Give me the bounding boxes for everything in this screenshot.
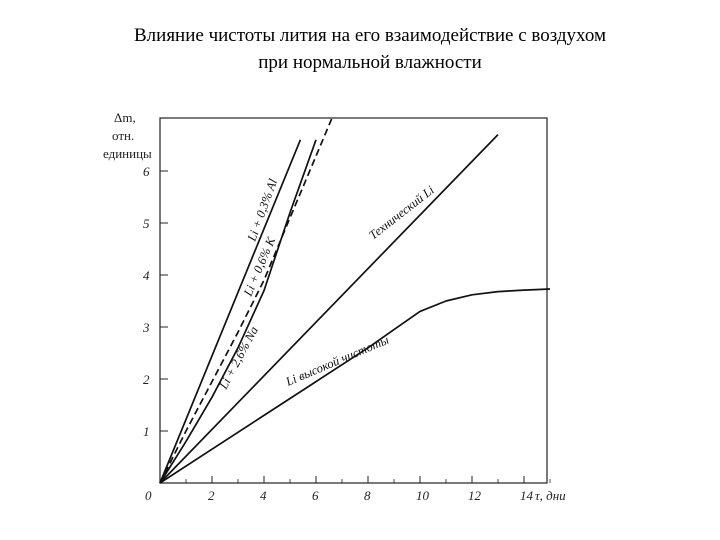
x-ticks: [145, 476, 550, 503]
x-axis-label: τ, дни: [535, 488, 566, 503]
title-line-2: при нормальной влажности: [258, 52, 482, 73]
x-tick-label: 4: [260, 488, 267, 503]
series-group: [160, 119, 550, 483]
x-tick-label: 0: [145, 488, 152, 503]
y-tick-label: 2: [143, 372, 150, 387]
y-axis-label-line-1: Δm,: [114, 110, 136, 125]
title-line-1: Влияние чистоты лития на его взаимодействие с воздухом: [134, 25, 606, 46]
y-axis-label-line-3: единицы: [103, 146, 152, 161]
x-tick-label: 8: [364, 488, 371, 503]
series-line-1: [160, 140, 300, 483]
x-tick-label: 6: [312, 488, 319, 503]
series-line-3: [160, 119, 332, 483]
series-line-4: [160, 135, 498, 483]
y-tick-label: 1: [143, 424, 150, 439]
plot-frame: [160, 118, 547, 483]
x-tick-label: 12: [468, 488, 481, 503]
x-tick-label: 14: [520, 488, 533, 503]
y-axis-label-line-2: отн.: [112, 128, 135, 143]
label-li-al: Li + 0,3% Al: [244, 177, 281, 244]
y-tick-label: 4: [143, 268, 150, 283]
y-tick-label: 5: [143, 216, 150, 231]
y-ticks: [142, 164, 168, 439]
x-tick-label: 2: [208, 488, 215, 503]
label-li-na: Li + 2,6% Na: [216, 324, 261, 392]
label-tech-li: Технический Li: [366, 182, 437, 243]
x-tick-label: 10: [416, 488, 429, 503]
label-li-k: Li + 0,6% K: [240, 235, 279, 299]
y-tick-label: 3: [143, 320, 150, 335]
y-tick-label: 6: [143, 164, 150, 179]
label-pure-li: Li высокой чистоты: [283, 332, 391, 389]
